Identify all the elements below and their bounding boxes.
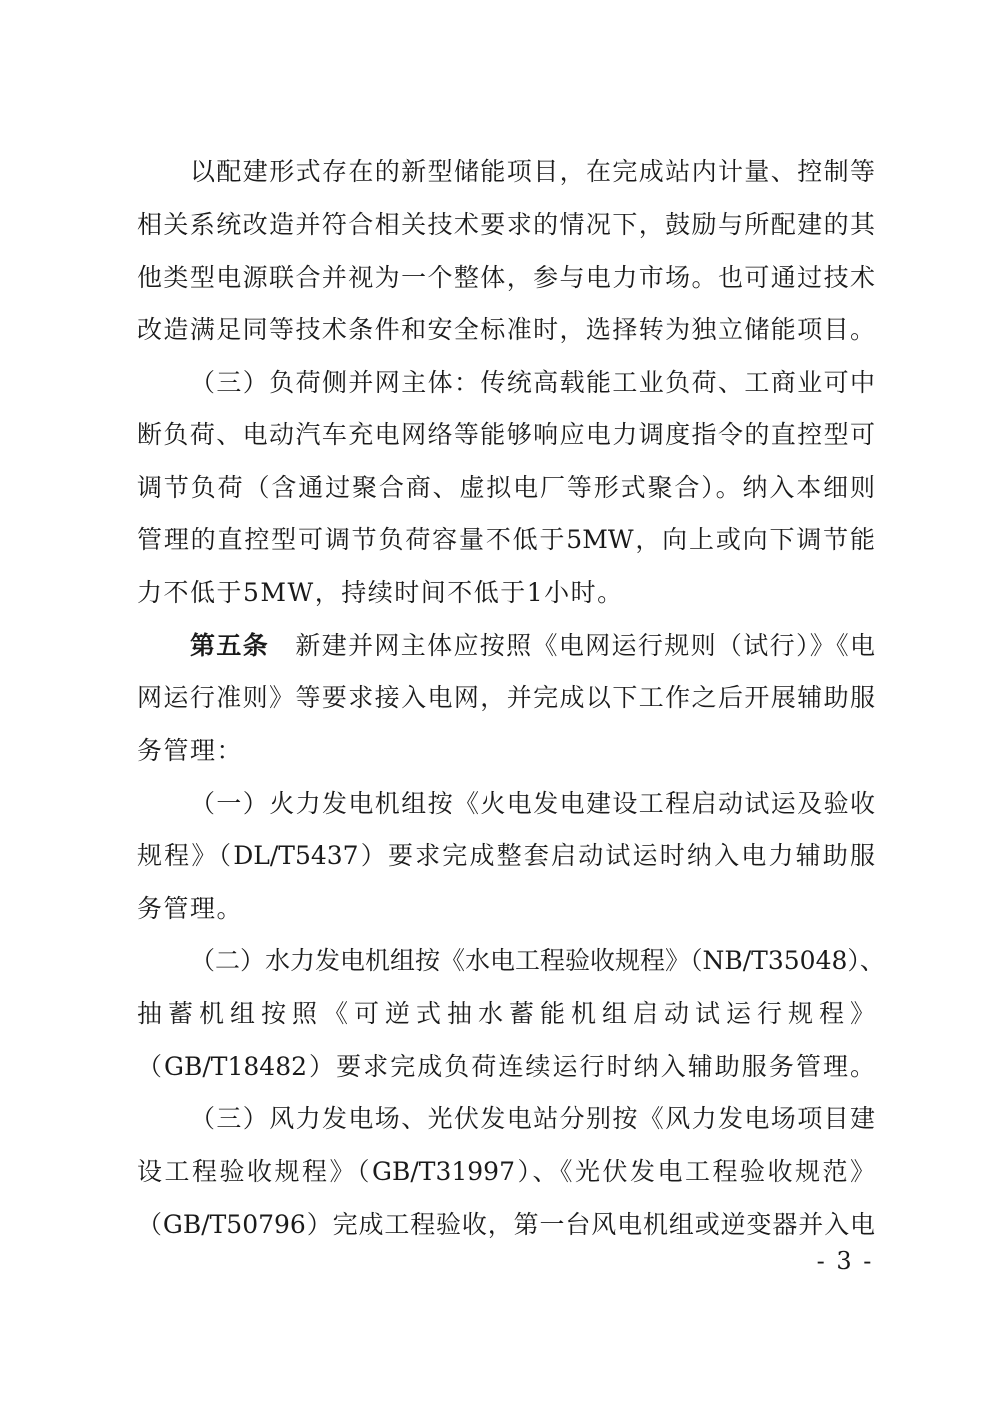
paragraph-line: 务管理。 — [137, 894, 244, 923]
paragraph-line: （三）负荷侧并网主体：传统高载能工业负荷、工商业可中 — [190, 368, 875, 397]
paragraph-line: 抽蓄机组按照《可逆式抽水蓄能机组启动试运行规程》 — [137, 999, 875, 1028]
paragraph-line: 以配建形式存在的新型储能项目，在完成站内计量、控制等 — [190, 157, 875, 186]
paragraph-line: （三）风力发电场、光伏发电站分别按《风力发电场项目建 — [190, 1104, 875, 1133]
paragraph-line: 设工程验收规程》（GB/T31997）、《光伏发电工程验收规范》 — [137, 1157, 875, 1186]
paragraph-line: （二）水力发电机组按《水电工程验收规程》（NB/T35048）、 — [190, 946, 885, 975]
paragraph-line: 相关系统改造并符合相关技术要求的情况下，鼓励与所配建的其 — [137, 210, 875, 239]
paragraph-line: 调节负荷（含通过聚合商、虚拟电厂等形式聚合）。纳入本细则 — [137, 473, 875, 502]
paragraph-line: （GB/T18482）要求完成负荷连续运行时纳入辅助服务管理。 — [137, 1052, 875, 1081]
article-text: 新建并网主体应按照《电网运行规则（试行）》《电 — [294, 631, 875, 660]
article-line — [190, 626, 875, 666]
paragraph-line: 力不低于5MW，持续时间不低于1小时。 — [137, 578, 624, 607]
paragraph-line: 管理的直控型可调节负荷容量不低于5MW，向上或向下调节能 — [137, 525, 875, 554]
paragraph-line: （一）火力发电机组按《火电发电建设工程启动试运及验收 — [190, 789, 875, 818]
paragraph-line: 他类型电源联合并视为一个整体，参与电力市场。也可通过技术 — [137, 263, 875, 292]
paragraph-line: 断负荷、电动汽车充电网络等能够响应电力调度指令的直控型可 — [137, 420, 875, 449]
paragraph-line: 务管理： — [137, 736, 244, 765]
page-number: - 3 - — [816, 1247, 874, 1275]
paragraph-line: （GB/T50796）完成工程验收，第一台风电机组或逆变器并入电 — [137, 1210, 875, 1239]
paragraph-line: 改造满足同等技术条件和安全标准时，选择转为独立储能项目。 — [137, 315, 875, 344]
article-label: 第五条 — [190, 631, 270, 660]
paragraph-line: 规程》（DL/T5437）要求完成整套启动试运时纳入电力辅助服 — [137, 841, 875, 870]
paragraph-line: 网运行准则》等要求接入电网，并完成以下工作之后开展辅助服 — [137, 683, 875, 712]
